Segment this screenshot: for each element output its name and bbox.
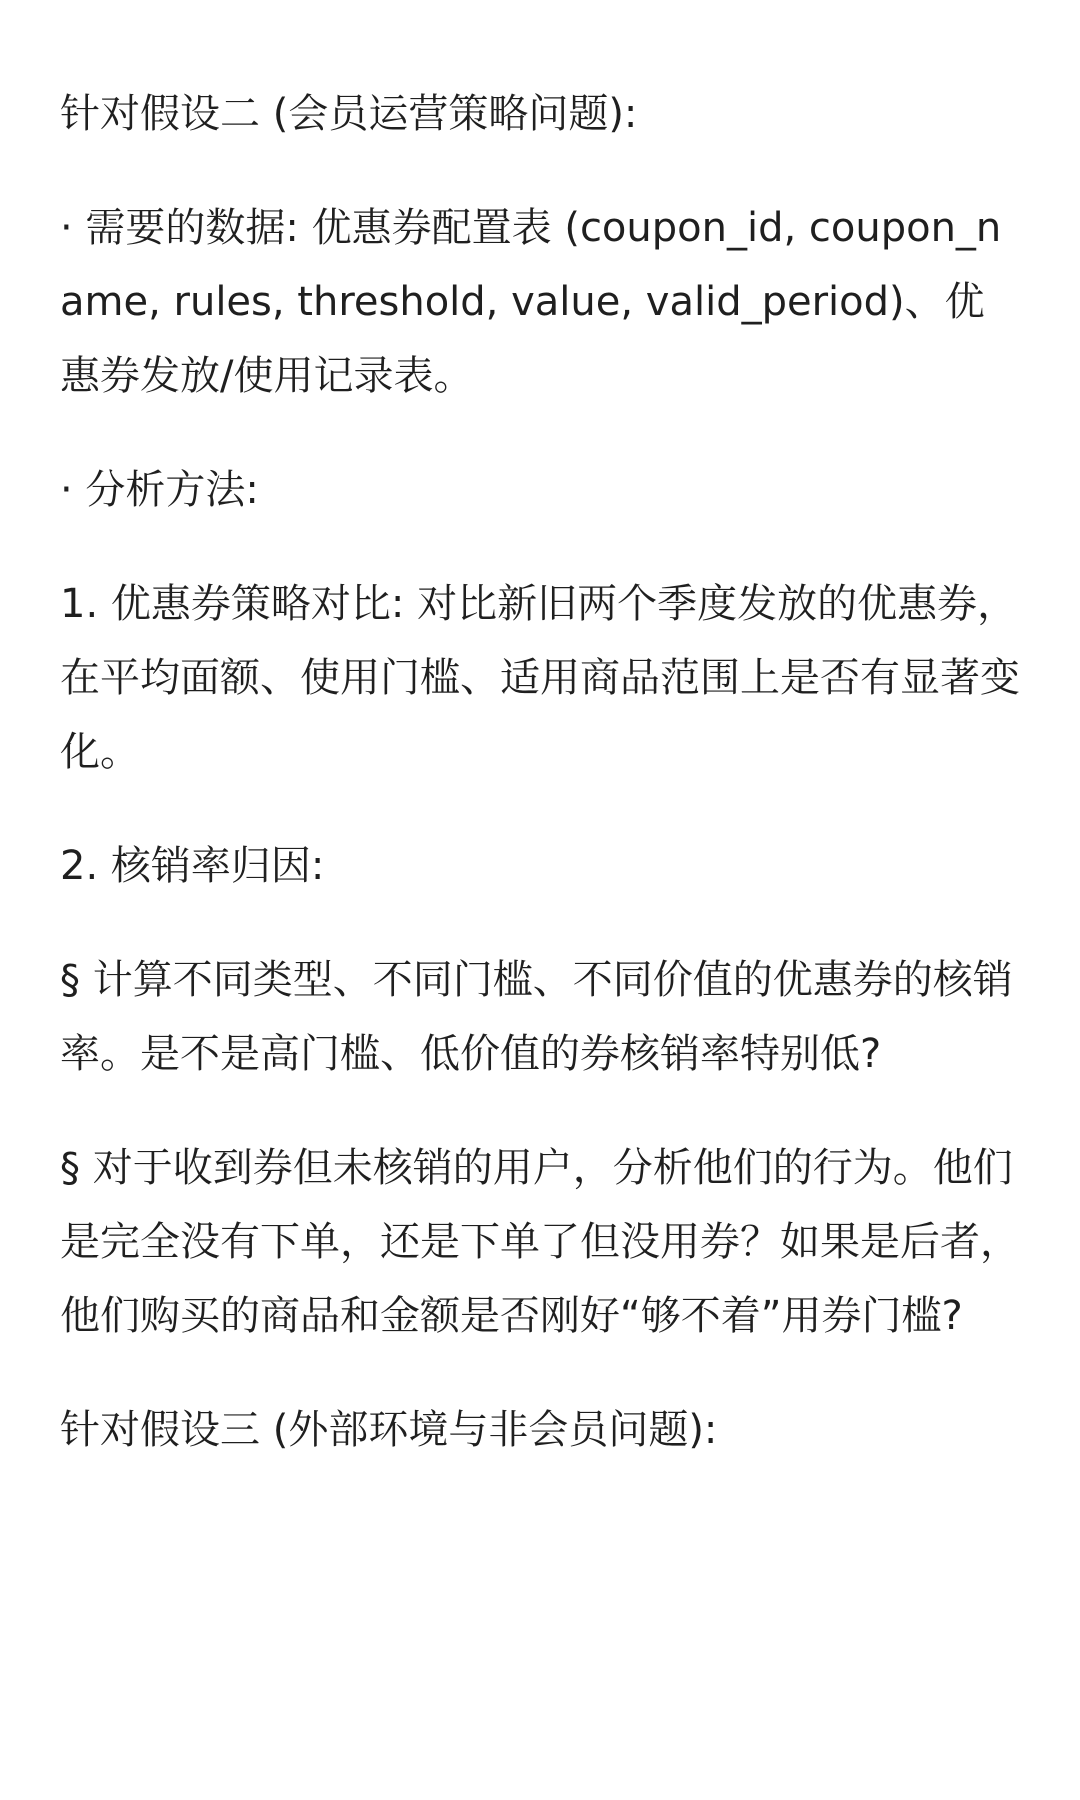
sub-item-redemption-rate: § 计算不同类型、不同门槛、不同价值的优惠券的核销率。是不是高门槛、低价值的券核销率特别低? [60, 957, 1013, 1077]
bullet-required-data: · 需要的数据: 优惠券配置表 (coupon_id, coupon_name, rules, threshold, value, valid_period)、优惠券发放/使用记录表。 [60, 205, 1002, 399]
section-heading-hypothesis-3: 针对假设三 (外部环境与非会员问题): [60, 1407, 718, 1453]
bullet-analysis-method: · 分析方法: [60, 467, 259, 513]
document-body [60, 0, 1020, 1507]
list-item-coupon-strategy-comparison: 1. 优惠券策略对比: 对比新旧两个季度发放的优惠券，在平均面额、使用门槛、适用商品范围上是否有显著变化。 [60, 581, 1020, 775]
list-item-redemption-attribution: 2. 核销率归因: [60, 843, 325, 889]
section-heading-hypothesis-2: 针对假设二 (会员运营策略问题): [60, 91, 638, 137]
sub-item-unredeemed-users: § 对于收到券但未核销的用户，分析他们的行为。他们是完全没有下单，还是下单了但没用券？如果是后者，他们购买的商品和金额是否刚好“够不着”用券门槛? [60, 1145, 1020, 1339]
